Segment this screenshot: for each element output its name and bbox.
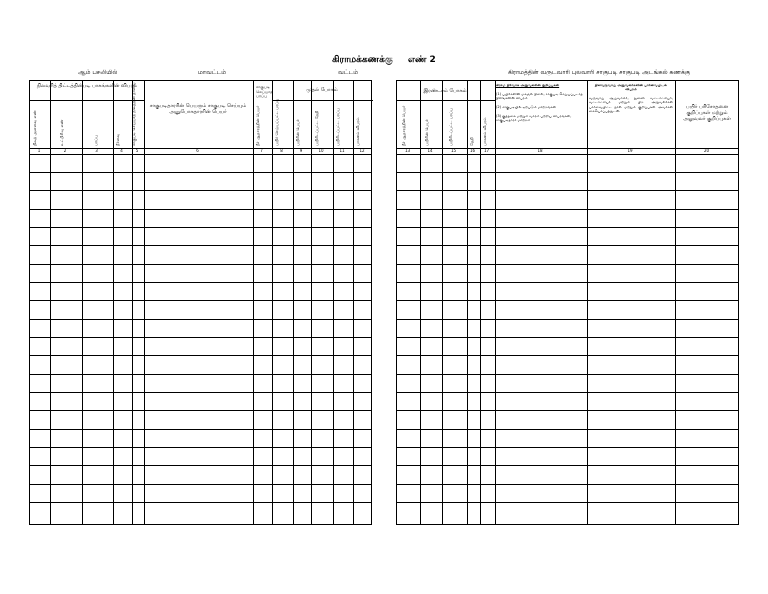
right-col-number: 16 [469, 148, 476, 153]
left-col-number: 8 [280, 148, 283, 153]
right-col-vao-remarks-item: (1) பயிர்களின் மகசூல் நிலை, சாகுபடி செய்யப்படாத நிலங்களின் விபரம் [496, 92, 583, 101]
header-taluk-label: வட்டம் [338, 69, 359, 76]
left-col-number: 9 [299, 148, 303, 153]
left-col-number: 5 [135, 148, 139, 153]
left-col-cultivator-name: சாகுபடிதாரரின் பெயரும் சாகுபடி செய்யும் அனுபோகதாரரின் பெயர் [149, 103, 247, 115]
right-col-crop-inspection-remarks: பயிர் பரிசோதனை குறிப்புகள் மற்றும் அலுவலர் குறிப்புகள் [683, 104, 731, 122]
form-number: எண் 2 [407, 55, 436, 65]
right-col-irrigation: பாசனம் விபரம் [482, 117, 487, 146]
left-col-subdivision: உட்பிரிவு எண் [59, 119, 64, 146]
left-col-number: 4 [120, 148, 123, 153]
left-col-number: 10 [318, 148, 324, 153]
left-col-irrigation: பாசனம் விபரம் [355, 117, 360, 146]
left-col-number: 1 [37, 148, 41, 153]
left-col-number: 6 [196, 148, 199, 153]
left-group-first-season: முதல் போகம் [306, 87, 338, 93]
right-col-number: 18 [537, 148, 543, 153]
right-col-date: தேதி [469, 137, 474, 146]
form-title-main: கிராமக்கணக்கு [332, 55, 393, 65]
right-group-second-season: இரண்டாம் போகம் [423, 88, 467, 94]
right-col-number: 14 [427, 148, 433, 153]
right-col-sown-area: பயிரிடப்பட்ட பரப்பு [448, 108, 453, 146]
left-group-land: நிலவரித் திட்டத்தின்படி பாகங்களின் விபரம் [36, 83, 138, 89]
right-col-number: 13 [404, 148, 411, 153]
right-col-crop-name: பயிரின் பெயர் [424, 119, 429, 146]
left-register-table [29, 80, 372, 525]
right-col-inspection-body: வருவாய் ஆய்வாளர், துணை வட்டாட்சியர், வட்டாட்சியர் மற்றும் பிற அலுவலர்கள் பார்வையிட்ட நாள் மற்றும் குறிப்புகள் அவர்கள் கையொப்பத்துடன் [589, 96, 673, 113]
left-col-number: 7 [260, 148, 263, 153]
left-col-unsown-area: சாகுபடி செய்யாத பரப்பு [256, 84, 273, 98]
right-register-table [396, 80, 739, 525]
header-year-label: ஆம் பசலியில் [78, 69, 118, 76]
left-col-sown-area: பயிரிடப்பட்ட பரப்பு [335, 108, 340, 146]
right-col-inspection-title: நிலவருவாய் அலுவலர்களின் பார்வையிடல் விபரம் [594, 83, 668, 92]
left-col-area: பரப்பு [93, 135, 98, 146]
right-col-vao-remarks-title: கிராம நிர்வாக அலுவலரின் குறிப்புகள் [496, 83, 560, 87]
left-col-survey-no: நிலத் அளவை எண் [32, 110, 37, 146]
right-col-number: 19 [627, 148, 633, 153]
header-right-title: கிராமத்தின் வருடவாரி புலவாரி சாகுபடி சாகுபடி அடங்கல் கணக்கு [508, 69, 691, 76]
left-col-number: 12 [359, 148, 365, 153]
header-district-label: மாவட்டம் [198, 69, 227, 76]
left-col-number: 3 [95, 148, 98, 153]
left-col-unsown-assessment: சாகுபடி செய்யாத நிலத்தின் தீர்வை [131, 82, 136, 146]
right-col-number: 20 [703, 148, 710, 153]
left-col-water-source: நீர் ஆதாரத்தின் பெயர் [255, 105, 260, 146]
left-col-assessment: தீர்வை [115, 133, 120, 146]
form-title [0, 55, 768, 66]
right-col-water-source: நீர் ஆதாரத்தின் பெயர் [401, 105, 406, 146]
left-col-number: 11 [339, 148, 345, 153]
right-col-number: 15 [450, 148, 457, 153]
left-col-number: 2 [63, 148, 67, 153]
right-col-vao-remarks-item: (3) குத்தகை மற்றும் வாரம் பற்றிய விபரங்கள், சாகுபடிதாரர் மாற்றம் [496, 114, 572, 123]
left-col-crop-name: பயிரின் பெயர் [295, 119, 300, 146]
right-col-number: 17 [483, 148, 490, 153]
left-col-sowing-date: பயிரிடப்பட்ட தேதி [314, 110, 319, 146]
left-col-cropped-area: பயிர் செய்யப்பட்ட பரப்பு [274, 98, 279, 146]
right-col-vao-remarks-item: (2) சாகுபடியில் ஏற்படும் மாற்றங்கள் [496, 105, 557, 109]
